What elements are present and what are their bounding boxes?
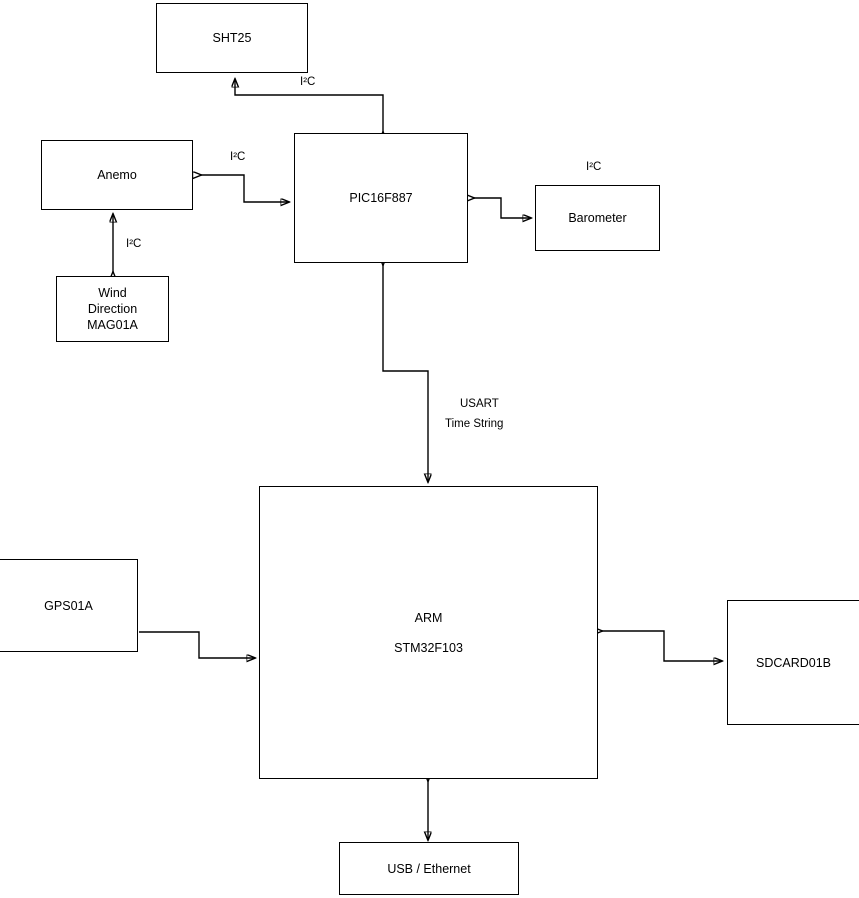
node-wind-direction-line1: Wind [98, 286, 127, 300]
node-anemo[interactable] [41, 140, 193, 210]
connector-arm-sdcard [602, 631, 722, 661]
node-arm-stm32f103[interactable] [259, 486, 598, 779]
node-sht25[interactable] [156, 3, 308, 73]
edge-label-barometer-i2c: I²C [586, 161, 602, 173]
connector-arm-pic-usart [383, 265, 428, 482]
node-stm32f103-label: STM32F103 [394, 640, 463, 655]
connector-pic-barometer [474, 198, 531, 218]
node-barometer[interactable] [535, 185, 660, 251]
node-usb-ethernet-label: USB / Ethernet [387, 861, 471, 876]
node-sdcard01b[interactable] [727, 600, 859, 725]
node-usb-ethernet[interactable] [339, 842, 519, 895]
edge-label-sht25-i2c: I²C [300, 76, 316, 88]
node-wind-direction-line3: MAG01A [87, 318, 138, 332]
node-gps01a-label: GPS01A [44, 598, 93, 613]
edge-label-winddir-i2c: I²C [126, 238, 142, 250]
node-arm-label: ARM [414, 610, 443, 625]
node-sdcard01b-label: SDCARD01B [755, 655, 832, 670]
connector-gps-arm [139, 632, 255, 658]
node-pic16f887[interactable] [294, 133, 468, 263]
node-wind-direction-line2: Direction [87, 302, 138, 316]
node-sht25-label: SHT25 [212, 31, 252, 45]
edge-label-usart: USART [460, 398, 499, 410]
edge-label-anemo-i2c: I²C [230, 151, 246, 163]
node-barometer-label: Barometer [568, 211, 627, 225]
edge-label-time-string: Time String [445, 418, 504, 430]
node-wind-direction-mag01a[interactable] [56, 276, 169, 342]
node-pic16f887-label: PIC16F887 [349, 191, 413, 205]
node-anemo-label: Anemo [97, 168, 137, 182]
connector-anemo-pic [201, 175, 289, 202]
node-gps01a[interactable] [0, 559, 138, 652]
